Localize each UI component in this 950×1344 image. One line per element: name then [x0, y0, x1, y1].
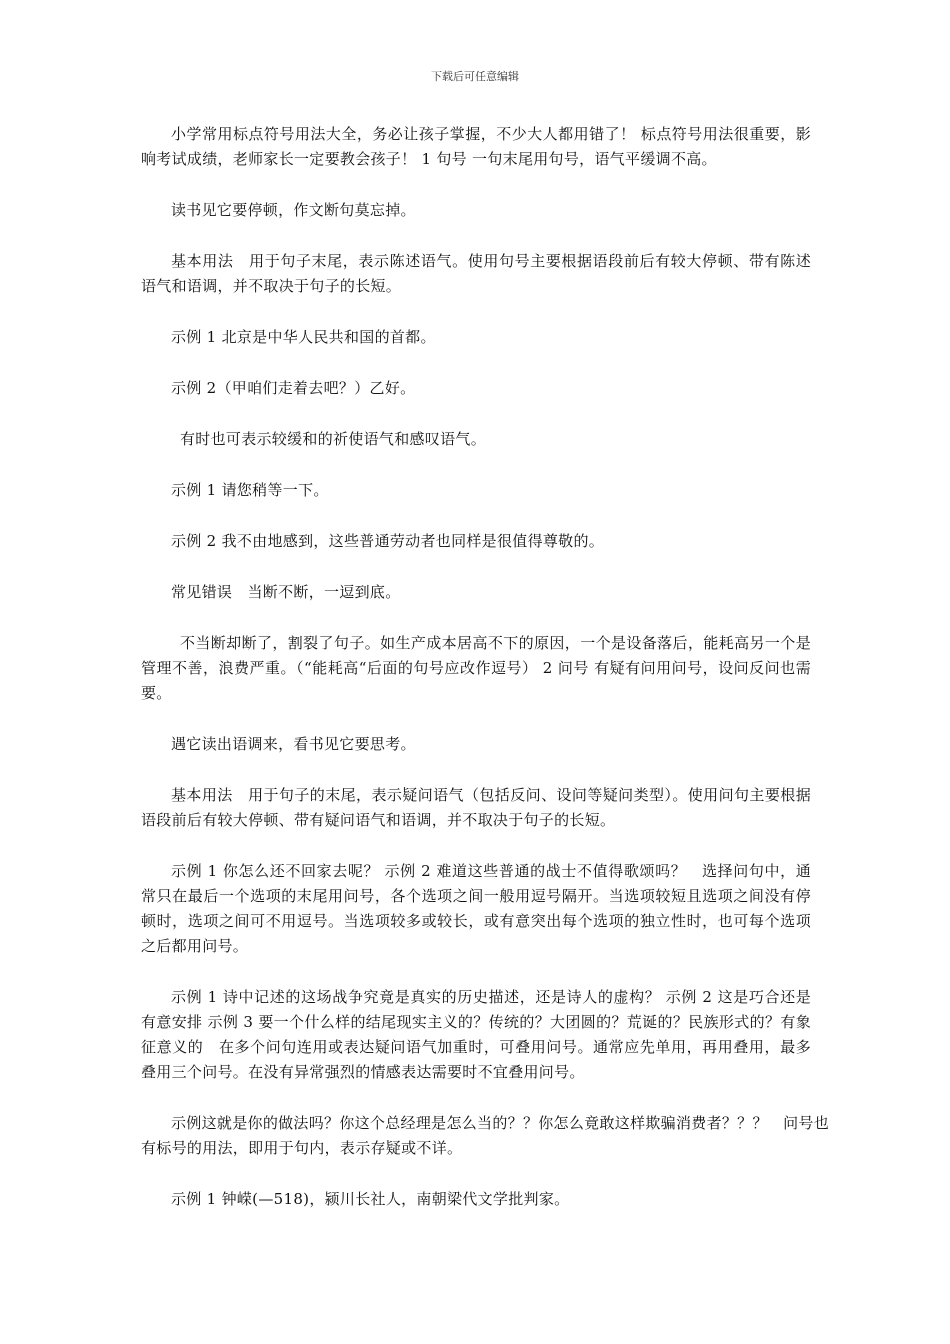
paragraph: 示例 1 请您稍等一下。 [171, 481, 329, 499]
paragraph: 常见错误 当断不断，一逗到底。 [171, 583, 401, 601]
paragraph: 遇它读出语调来，看书见它要思考。 [171, 735, 416, 753]
page-header: 下载后可任意编辑 [431, 70, 519, 83]
paragraph: 基本用法 用于句子的末尾，表示疑问语气（包括反问、设问等疑问类型）。使用问句主要根据语段前后有较大停顿、带有疑问语气和语调，并不取决于句子的长短。 [141, 786, 811, 829]
paragraph: 基本用法 用于句子末尾，表示陈述语气。使用句号主要根据语段前后有较大停顿、带有陈述语气和语调，并不取决于句子的长短。 [141, 252, 811, 295]
paragraph: 示例 2 我不由地感到，这些普通劳动者也同样是很值得尊敬的。 [171, 532, 605, 550]
paragraph: 不当断却断了，割裂了句子。如生产成本居高不下的原因，一个是设备落后，能耗高另一个是管理不善，浪费严重。（“能耗高“后面的句号应改作逗号） 2 问号 有疑有问用问号，设问反问也需要。 [141, 634, 811, 702]
paragraph: 示例 2（甲咱们走着去吧？）乙好。 [171, 379, 416, 397]
paragraph: 示例 1 北京是中华人民共和国的首都。 [171, 328, 436, 346]
paragraph: 示例 1 你怎么还不回家去呢？ 示例 2 难道这些普通的战士不值得歌颂吗？ 选择问句中，通常只在最后一个选项的末尾用问号，各个选项之间一般用逗号隔开。当选项较短且选项之间没有停顿时，选项之间可不用逗号。当选项较多或较长，或有意突出每个选项的独立性时，也可每个选项之后都用问号。 [141, 862, 811, 955]
paragraph: 示例这就是你的做法吗？你这个总经理是怎么当的？？你怎么竟敢这样欺骗消费者？？？ 问号也有标号的用法，即用于句内，表示存疑或不详。 [141, 1114, 829, 1157]
paragraph: 有时也可表示较缓和的祈使语气和感叹语气。 [180, 430, 487, 448]
document-body [141, 122, 829, 1238]
paragraph: 小学常用标点符号用法大全，务必让孩子掌握，不少大人都用错了！ 标点符号用法很重要，影响考试成绩，老师家长一定要教会孩子！ 1 句号 一句末尾用句号，语气平缓调不高。 [141, 125, 811, 168]
paragraph: 示例 1 钟嵘(—518)，颍川长社人，南朝梁代文学批判家。 [171, 1190, 570, 1208]
paragraph: 示例 1 诗中记述的这场战争究竟是真实的历史描述，还是诗人的虚构？ 示例 2 这是巧合还是有意安排 示例 3 要一个什么样的结尾现实主义的？传统的？大团圆的？荒诞的？民族形式的？有象征意义的 在多个问句连用或表达疑问语气加重时，可叠用问号。通常应先单用，再用叠用，最多叠用三个问号。在没有异常强烈的情感表达需要时不宜叠用问号。 [141, 988, 811, 1081]
paragraph: 读书见它要停顿，作文断句莫忘掉。 [171, 201, 416, 219]
